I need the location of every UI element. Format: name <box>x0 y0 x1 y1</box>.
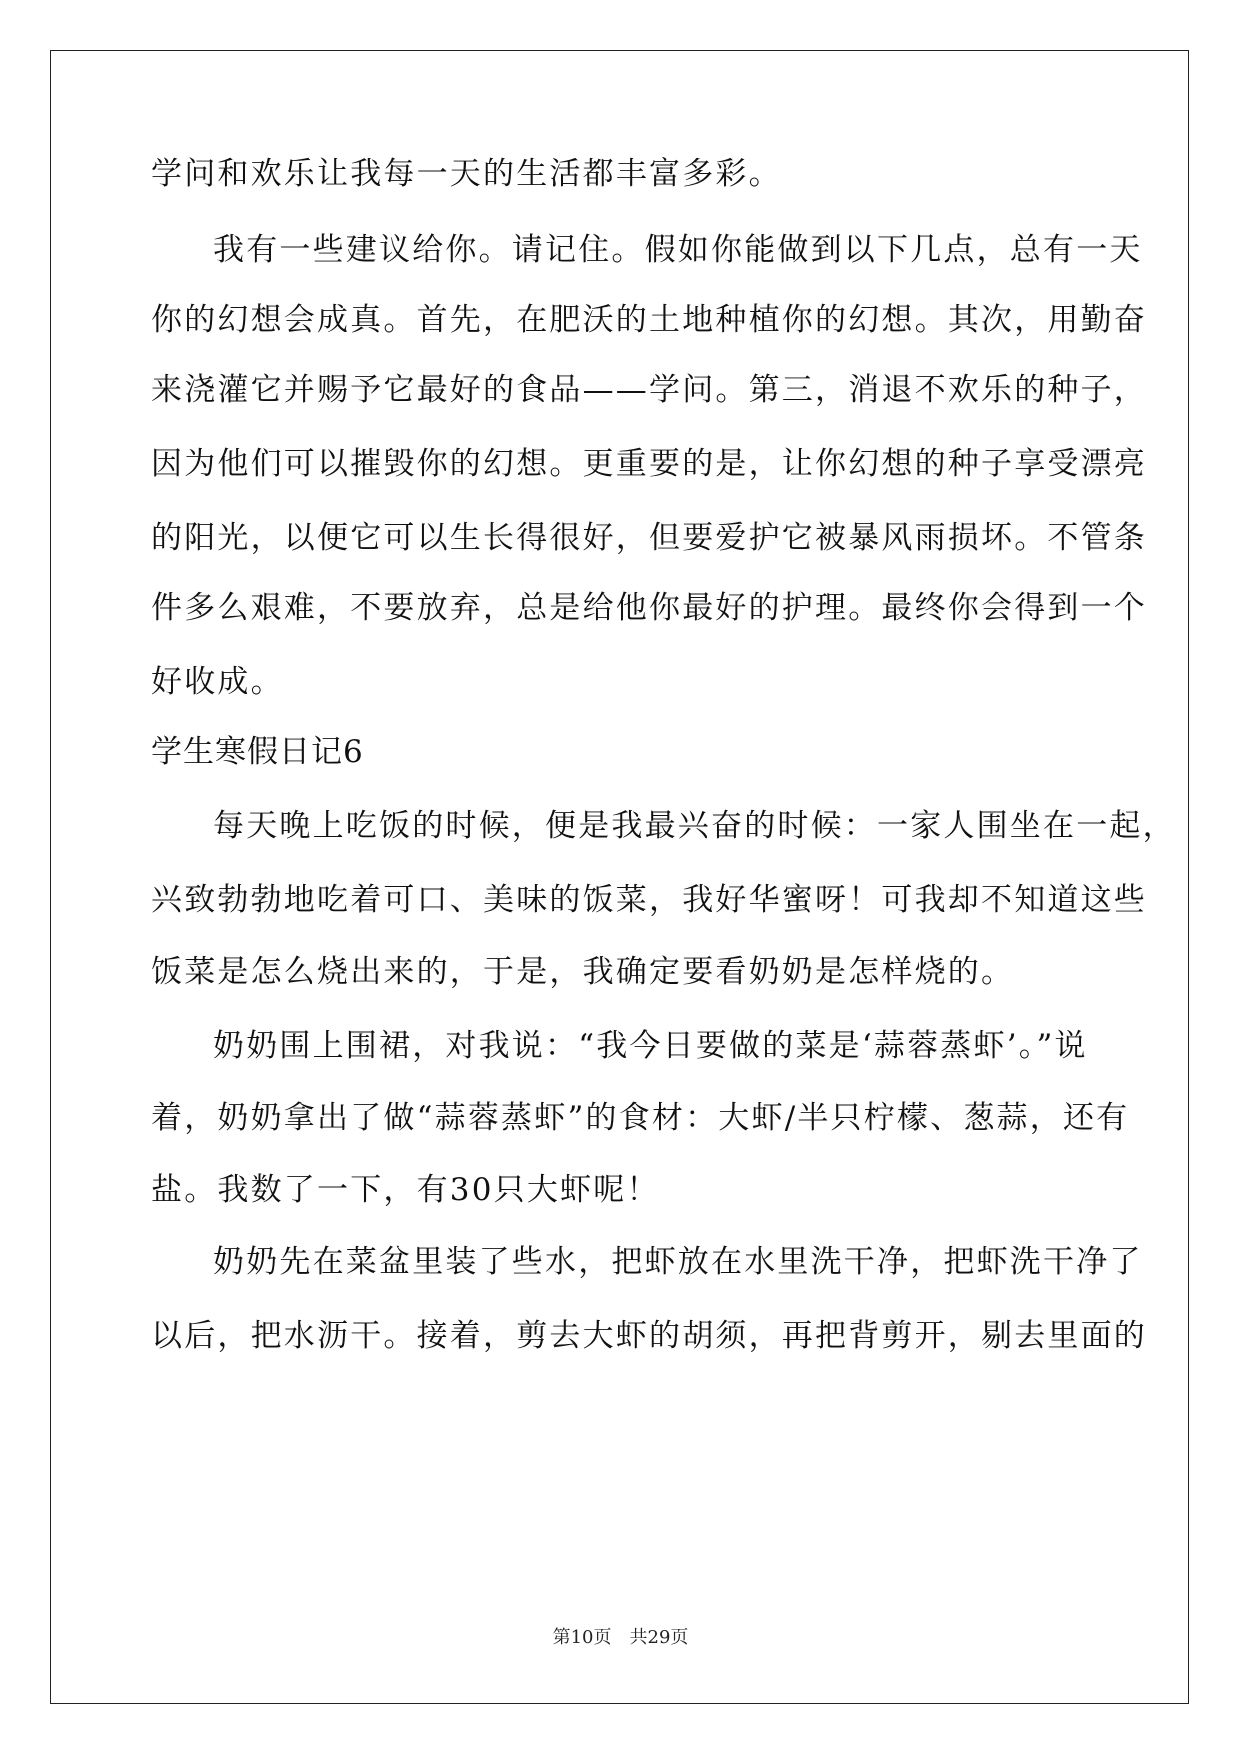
paragraph-line: 件多么艰难，不要放弃，总是给他你最好的护理。最终你会得到一个 <box>151 590 1147 626</box>
page-number: 第10页 <box>552 1627 612 1648</box>
page-footer <box>0 1626 1241 1650</box>
section-heading: 学生寒假日记6 <box>151 734 364 770</box>
paragraph-line: 每天晚上吃饭的时候，便是我最兴奋的时候：一家人围坐在一起， <box>213 808 1176 844</box>
paragraph-line: 我有一些建议给你。请记住。假如你能做到以下几点，总有一天 <box>213 232 1143 268</box>
paragraph-line: 盐。我数了一下，有30只大虾呢！ <box>151 1172 660 1208</box>
paragraph-line: 来浇灌它并赐予它最好的食品——学问。第三，消退不欢乐的种子， <box>151 372 1147 408</box>
paragraph-line: 你的幻想会成真。首先，在肥沃的土地种植你的幻想。其次，用勤奋 <box>151 302 1147 338</box>
paragraph-line: 着，奶奶拿出了做“蒜蓉蒸虾”的食材：大虾/半只柠檬、葱蒜，还有 <box>151 1100 1130 1136</box>
page-total: 共29页 <box>629 1627 689 1648</box>
paragraph-line: 因为他们可以摧毁你的幻想。更重要的是，让你幻想的种子享受漂亮 <box>151 446 1147 482</box>
paragraph-line: 饭菜是怎么烧出来的，于是，我确定要看奶奶是怎样烧的。 <box>151 954 1015 990</box>
paragraph-line: 的阳光，以便它可以生长得很好，但要爱护它被暴风雨损坏。不管条 <box>151 520 1147 556</box>
paragraph-line: 以后，把水沥干。接着，剪去大虾的胡须，再把背剪开，剔去里面的 <box>151 1318 1147 1354</box>
paragraph-line: 学问和欢乐让我每一天的生活都丰富多彩。 <box>151 156 782 192</box>
paragraph-line: 奶奶围上围裙，对我说：“我今日要做的菜是‘蒜蓉蒸虾’。”说 <box>213 1028 1088 1064</box>
paragraph-line: 兴致勃勃地吃着可口、美味的饭菜，我好华蜜呀！可我却不知道这些 <box>151 882 1147 918</box>
paragraph-line: 奶奶先在菜盆里装了些水，把虾放在水里洗干净，把虾洗干净了 <box>213 1244 1143 1280</box>
paragraph-line: 好收成。 <box>151 664 284 700</box>
page-border <box>50 50 1189 1704</box>
